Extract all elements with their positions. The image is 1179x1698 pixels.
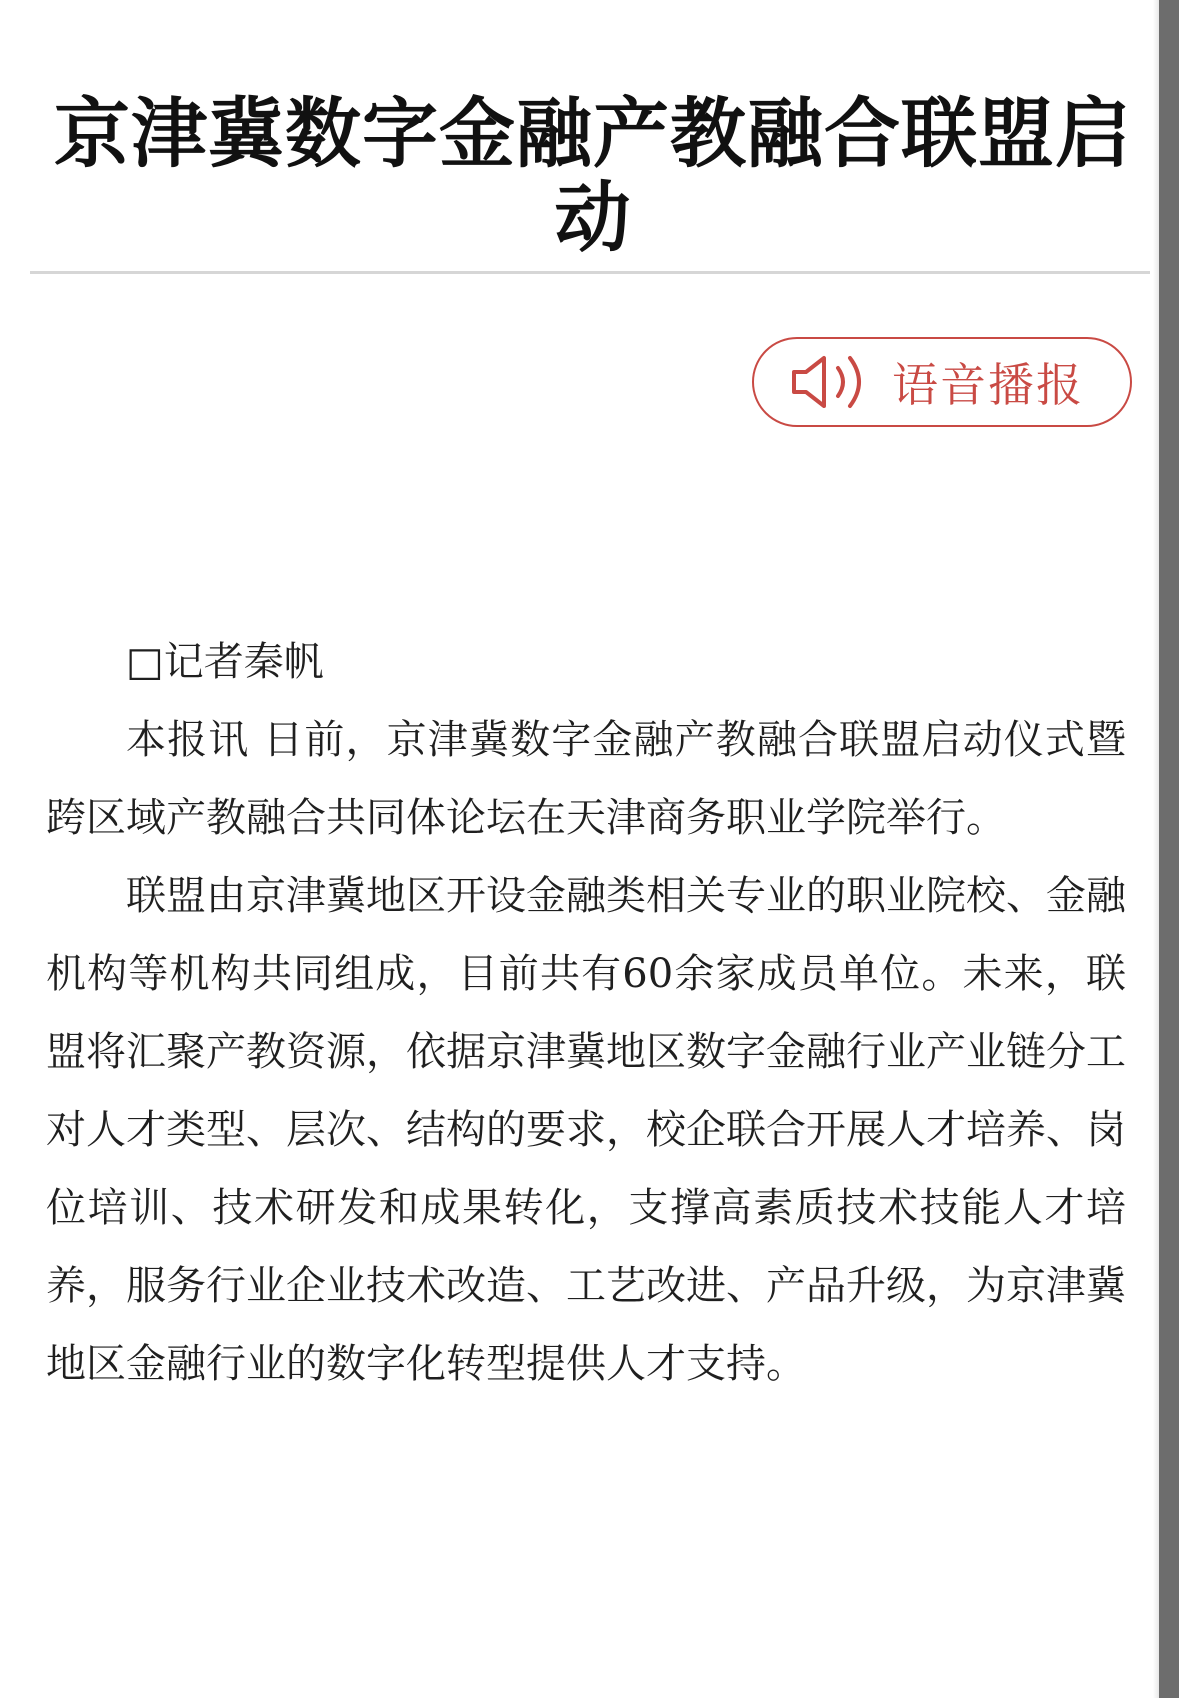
title-divider bbox=[30, 271, 1150, 274]
page-title: 京津冀数字金融产教融合联盟启动 bbox=[54, 89, 1132, 262]
byline: □记者秦帆 bbox=[126, 639, 324, 685]
article-paragraph-2: 联盟由京津冀地区开设金融类相关专业的职业院校、金融机构等机构共同组成，目前共有60余家成员单位。未来，联盟将汇聚产教资源，依据京津冀地区数字金融行业产业链分工对人才类型、层次、结构的要求，校企联合开展人才培养、岗位培训、技术研发和成果转化，支撑高素质技术技能人才培养，服务行业企业技术改造、工艺改进、产品升级，为京津冀地区金融行业的数字化转型提供人才支持。 bbox=[46, 873, 1126, 1387]
article-paragraph-1: 本报讯 日前，京津冀数字金融产教融合联盟启动仪式暨跨区域产教融合共同体论坛在天津商务职业学院举行。 bbox=[46, 717, 1126, 841]
tts-label: 语音播报 bbox=[892, 358, 1084, 412]
scrollbar[interactable] bbox=[1159, 0, 1179, 1698]
tts-play-button[interactable] bbox=[752, 337, 1132, 427]
speaker-icon bbox=[790, 352, 874, 412]
article-body bbox=[46, 623, 1126, 1403]
